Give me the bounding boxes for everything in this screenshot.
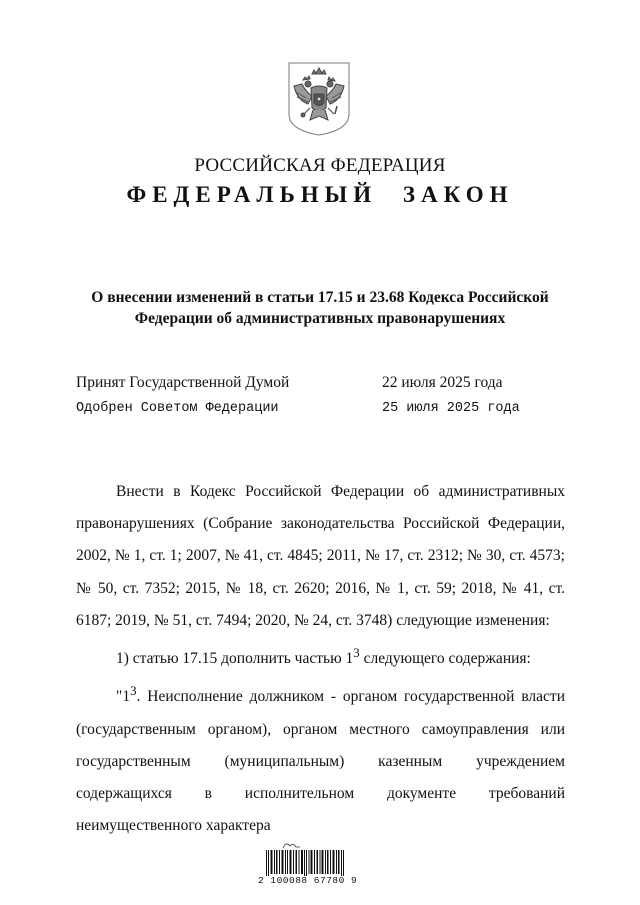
council-approval-date: 25 июля 2025 года xyxy=(382,401,520,416)
law-title-line-2: Федерации об административных правонарушениях xyxy=(134,310,506,327)
law-title xyxy=(70,287,570,329)
document-type: ФЕДЕРАЛЬНЫЙ ЗАКОН xyxy=(126,182,514,207)
barcode-icon xyxy=(266,850,346,876)
barcode-mark-icon xyxy=(280,840,304,850)
quoted-part-superscript: 3 xyxy=(130,683,137,699)
law-body xyxy=(76,476,565,843)
council-approval-label: Одобрен Советом Федерации xyxy=(76,401,279,416)
quoted-part-number: "1 xyxy=(116,688,131,706)
country-name: РОССИЙСКАЯ ФЕДЕРАЦИЯ xyxy=(194,155,446,176)
duma-approval xyxy=(76,374,576,392)
duma-approval-label: Принят Государственной Думой xyxy=(76,374,290,391)
quoted-part xyxy=(76,675,565,842)
duma-approval-date: 22 июля 2025 года xyxy=(382,374,503,391)
intro-paragraph: Внести в Кодекс Российской Федерации об административных правонарушениях (Собрание законодательства Российской Федерации, 2002, № 1, ст. 1; 2007, № 41, ст. 4845; 2011, № 17, ст. 2312; № 30, ст. 4573; № 50, ст. 7352; 2015, № 18, ст. 2620; 2016, № 1, ст. 59; 2018, № 41, ст. 6187; 2019, № 51, ст. 7494; 2020, № 24, ст. 3748) следующие изменения: xyxy=(76,483,565,629)
item-1-text: 1) статью 17.15 дополнить частью 1 xyxy=(116,650,354,668)
council-approval xyxy=(76,401,576,416)
quoted-part-text: . Неисполнение должником - органом государственной власти (государственным органом), органом местного самоуправления или государственным (муниципальным) казенным учреждением содержащихся в исполнительном документе требований неимущественного характера xyxy=(76,688,565,835)
amendment-item-1 xyxy=(76,637,565,675)
item-1-text-end: следующего содержания: xyxy=(359,650,531,668)
law-title-line-1: О внесении изменений в статьи 17.15 и 23.68 Кодекса Российской xyxy=(91,289,549,306)
item-1-superscript: 3 xyxy=(353,645,360,661)
barcode-number: 2 100088 67780 9 xyxy=(258,875,358,886)
barcode xyxy=(258,840,368,890)
coat-of-arms-icon xyxy=(288,62,350,136)
